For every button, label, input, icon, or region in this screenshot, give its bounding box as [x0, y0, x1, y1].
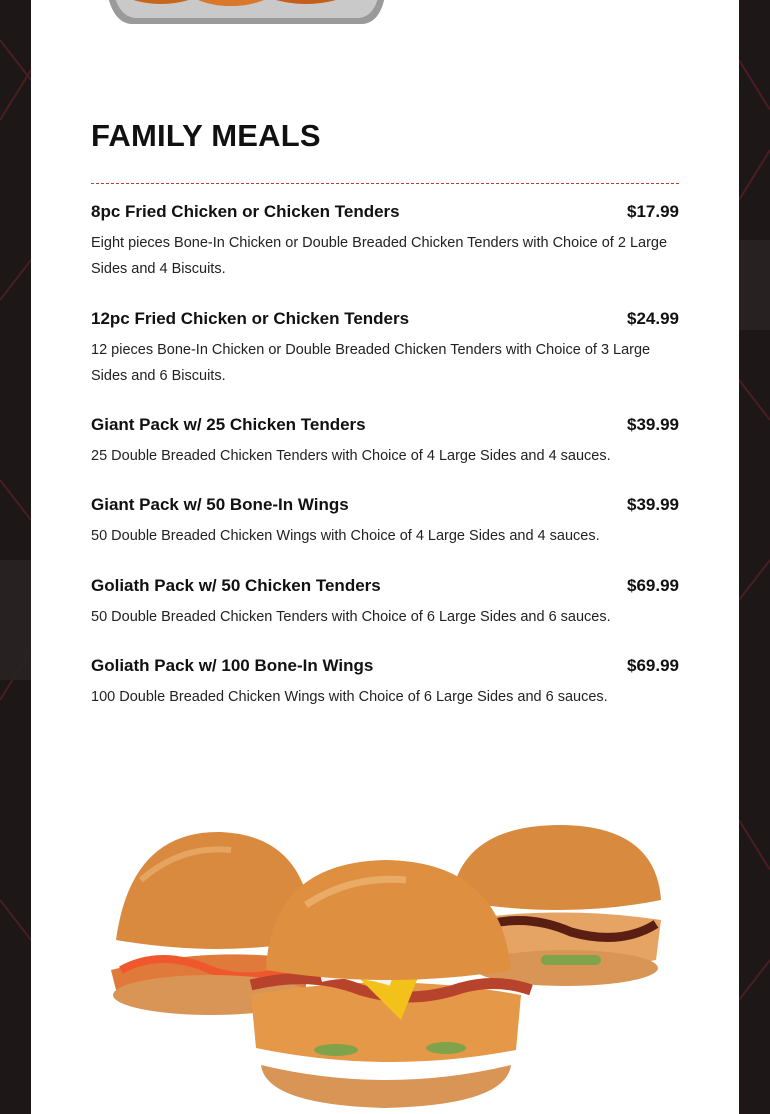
menu-item-price: $69.99	[627, 576, 679, 595]
menu-item-description: 50 Double Breaded Chicken Wings with Choice of 4 Large Sides and 4 sauces.	[91, 528, 600, 544]
menu-item-description: 12 pieces Bone-In Chicken or Double Breaded Chicken Tenders with Choice of 3 Large Sides and 6 Biscuits.	[91, 342, 651, 384]
menu-item-description: 100 Double Breaded Chicken Wings with Choice of 6 Large Sides and 6 sauces.	[91, 689, 608, 705]
menu-item[interactable]	[91, 201, 679, 282]
section-title: FAMILY MEALS	[91, 118, 321, 153]
menu-item[interactable]	[91, 414, 679, 469]
menu-panel	[31, 0, 739, 1114]
menu-item-price: $39.99	[627, 415, 679, 434]
menu-item-description: 25 Double Breaded Chicken Tenders with Choice of 4 Large Sides and 4 sauces.	[91, 448, 611, 464]
menu-item[interactable]	[91, 494, 679, 549]
chicken-sandwiches-image	[101, 820, 671, 1110]
menu-item-description: Eight pieces Bone-In Chicken or Double Breaded Chicken Tenders with Choice of 2 Large Sides and 4 Biscuits.	[91, 235, 668, 277]
menu-item-price: $69.99	[627, 656, 679, 675]
menu-item-price: $39.99	[627, 495, 679, 514]
menu-item-name: Goliath Pack w/ 100 Bone-In Wings	[91, 656, 374, 675]
menu-item[interactable]	[91, 575, 679, 630]
menu-item[interactable]	[91, 655, 679, 710]
menu-item-name: 8pc Fried Chicken or Chicken Tenders	[91, 202, 400, 221]
section-divider	[91, 183, 679, 184]
menu-item-name: Goliath Pack w/ 50 Chicken Tenders	[91, 576, 381, 595]
menu-item[interactable]	[91, 308, 679, 389]
menu-item-name: Giant Pack w/ 50 Bone-In Wings	[91, 495, 349, 514]
menu-item-name: Giant Pack w/ 25 Chicken Tenders	[91, 415, 366, 434]
menu-item-price: $17.99	[627, 202, 679, 221]
menu-item-price: $24.99	[627, 309, 679, 328]
menu-item-description: 50 Double Breaded Chicken Tenders with Choice of 6 Large Sides and 6 sauces.	[91, 609, 611, 625]
fried-chicken-tray-image	[101, 0, 391, 30]
menu-item-name: 12pc Fried Chicken or Chicken Tenders	[91, 309, 410, 328]
